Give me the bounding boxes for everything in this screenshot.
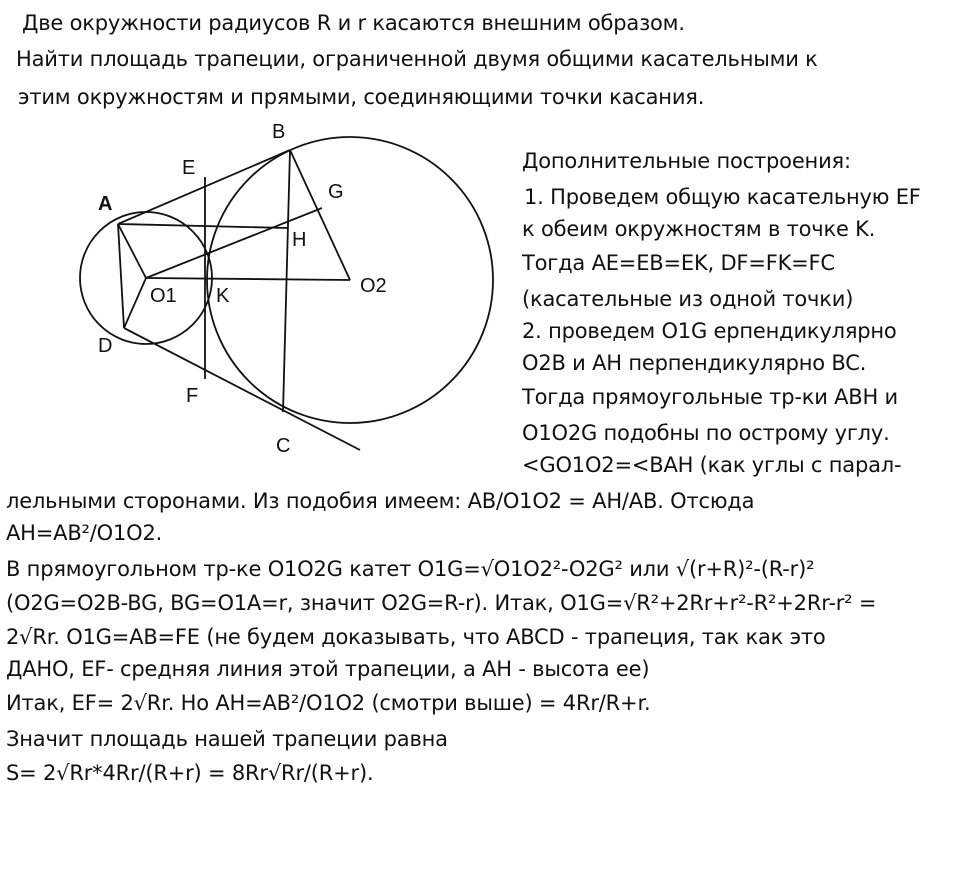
label-b: B [272, 121, 286, 143]
segment-bc [283, 150, 290, 412]
radius-o1d [124, 278, 146, 328]
label-c: C [276, 435, 291, 457]
solution-line-2: 1. Проведем общую касательную EF [524, 185, 921, 209]
tangent-line-ab [118, 150, 290, 224]
solution-line-17: Итак, EF= 2√Rr. Но AH=AB²/O1O2 (смотри выше) = 4Rr/R+r. [6, 691, 651, 715]
problem-line-3: этим окружностям и прямыми, соединяющими точки касания. [18, 85, 705, 109]
segment-o1o2 [146, 278, 350, 280]
segment-ah [118, 224, 288, 228]
solution-line-11: лельными сторонами. Из подобия имеем: AB/O1O2 = AH/AB. Отсюда [6, 489, 755, 513]
solution-line-15: 2√Rr. O1G=AB=FE (не будем доказывать, что ABCD - трапеция, так как это [6, 625, 826, 649]
label-f: F [186, 385, 199, 407]
solution-line-4: Тогда AE=EB=EK, DF=FK=FC [522, 251, 835, 275]
label-g: G [328, 181, 344, 203]
segment-o2b [290, 150, 350, 280]
solution-line-5: (касательные из одной точки) [522, 287, 854, 311]
solution-line-1: Дополнительные построения: [522, 149, 851, 173]
label-h: H [292, 229, 307, 251]
tangent-line-dc [124, 328, 360, 450]
label-d: D [98, 335, 113, 357]
solution-line-19: S= 2√Rr*4Rr/(R+r) = 8Rr√Rr/(R+r). [6, 761, 374, 785]
solution-line-16: ДАНО, EF- средняя линия этой трапеции, а AH - высота ее) [6, 657, 650, 681]
solution-line-12: AH=AB²/O1O2. [6, 521, 163, 545]
solution-line-14: (O2G=O2B-BG, BG=O1A=r, значит O2G=R-r). Итак, O1G=√R²+2Rr+r²-R²+2Rr-r² = [6, 591, 877, 615]
solution-line-8: Тогда прямоугольные тр-ки ABH и [522, 385, 899, 409]
solution-line-7: O2B и AH перпендикулярно BC. [522, 351, 867, 375]
segment-ad [118, 224, 124, 328]
label-o2: O2 [360, 275, 387, 297]
label-o1: O1 [150, 285, 177, 307]
problem-line-1: Две окружности радиусов R и r касаются внешним образом. [22, 11, 685, 35]
radius-o1a [118, 224, 146, 278]
solution-line-10: <GO1O2=<BAH (как углы с парал- [522, 453, 902, 477]
solution-line-18: Значит площадь нашей трапеции равна [6, 727, 448, 751]
problem-line-2: Найти площадь трапеции, ограниченной двумя общими касательными к [16, 47, 818, 71]
solution-line-6: 2. проведем O1G ерпендикулярно [522, 319, 897, 343]
label-e: E [182, 157, 196, 179]
label-a: A [98, 193, 113, 215]
solution-line-9: O1O2G подобны по острому углу. [522, 421, 890, 445]
label-k: K [216, 285, 230, 307]
solution-line-3: к обеим окружностям в точке K. [522, 217, 876, 241]
solution-line-13: В прямоугольном тр-ке O1O2G катет O1G=√O1O2²-O2G² или √(r+R)²-(R-r)² [6, 557, 815, 581]
